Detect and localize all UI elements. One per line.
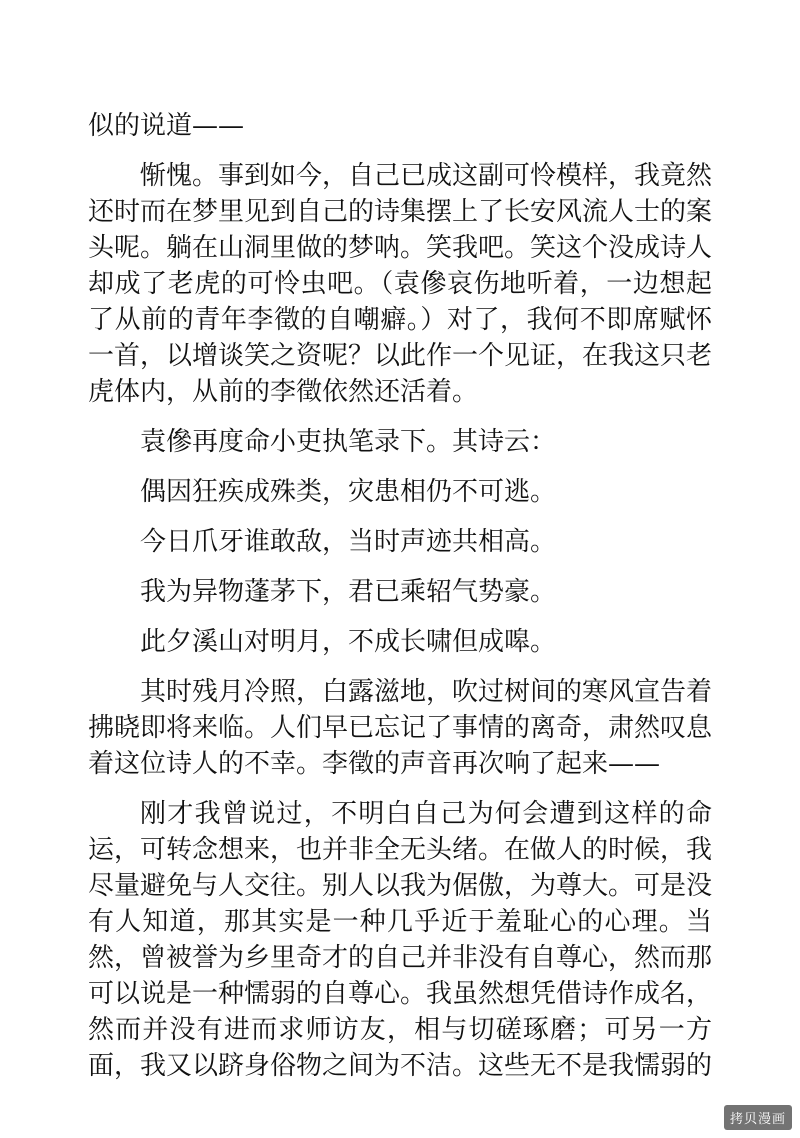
poem-line-2: 今日爪牙谁敢敌，当时声迹共相高。 [140, 527, 557, 557]
paragraph-dawn: 其时残月冷照，白露滋地，吹过树间的寒风宣告着拂晓即将来临。人们早已忘记了事情的离奇，肃然叹息着这位诗人的不幸。李徵的声音再次响了起来—— [88, 677, 713, 779]
poem-line-4: 此夕溪山对明月，不成长啸但成嗥。 [140, 627, 557, 657]
page-body [88, 108, 712, 1098]
paragraph-li-zheng-speech: 惭愧。事到如今，自己已成这副可怜模样，我竟然还时而在梦里见到自己的诗集摆上了长安风流人士的案头呢。躺在山洞里做的梦呐。笑我吧。笑这个没成诗人却成了老虎的可怜虫吧。（袁傪哀伤地听着，一边想起了从前的青年李徵的自嘲癖。）对了，我何不即席赋怀一首，以增谈笑之资呢？以此作一个见证，在我这只老虎体内，从前的李徵依然还活着。 [88, 161, 713, 407]
poem-line-1: 偶因狂疾成殊类，灾患相仍不可逃。 [140, 477, 557, 507]
paragraph-opening: 似的说道—— [88, 111, 245, 141]
paragraph-poem-intro: 袁傪再度命小吏执笔录下。其诗云： [140, 427, 557, 457]
watermark: 拷贝漫画 [724, 1105, 792, 1130]
poem-line-3: 我为异物蓬茅下，君已乘轺气势豪。 [140, 577, 557, 607]
paragraph-confession: 刚才我曾说过，不明白自己为何会遭到这样的命运，可转念想来，也并非全无头绪。在做人的时候，我尽量避免与人交往。别人以我为倨傲，为尊大。可是没有人知道，那其实是一种几乎近于羞耻心的心理。当然，曾被誉为乡里奇才的自己并非没有自尊心，然而那可以说是一种懦弱的自尊心。我虽然想凭借诗作成名，然而并没有进而求师访友，相与切磋琢磨；可另一方面，我又以跻身俗物之间为不洁。这些无不是我懦弱的 [88, 799, 713, 1081]
